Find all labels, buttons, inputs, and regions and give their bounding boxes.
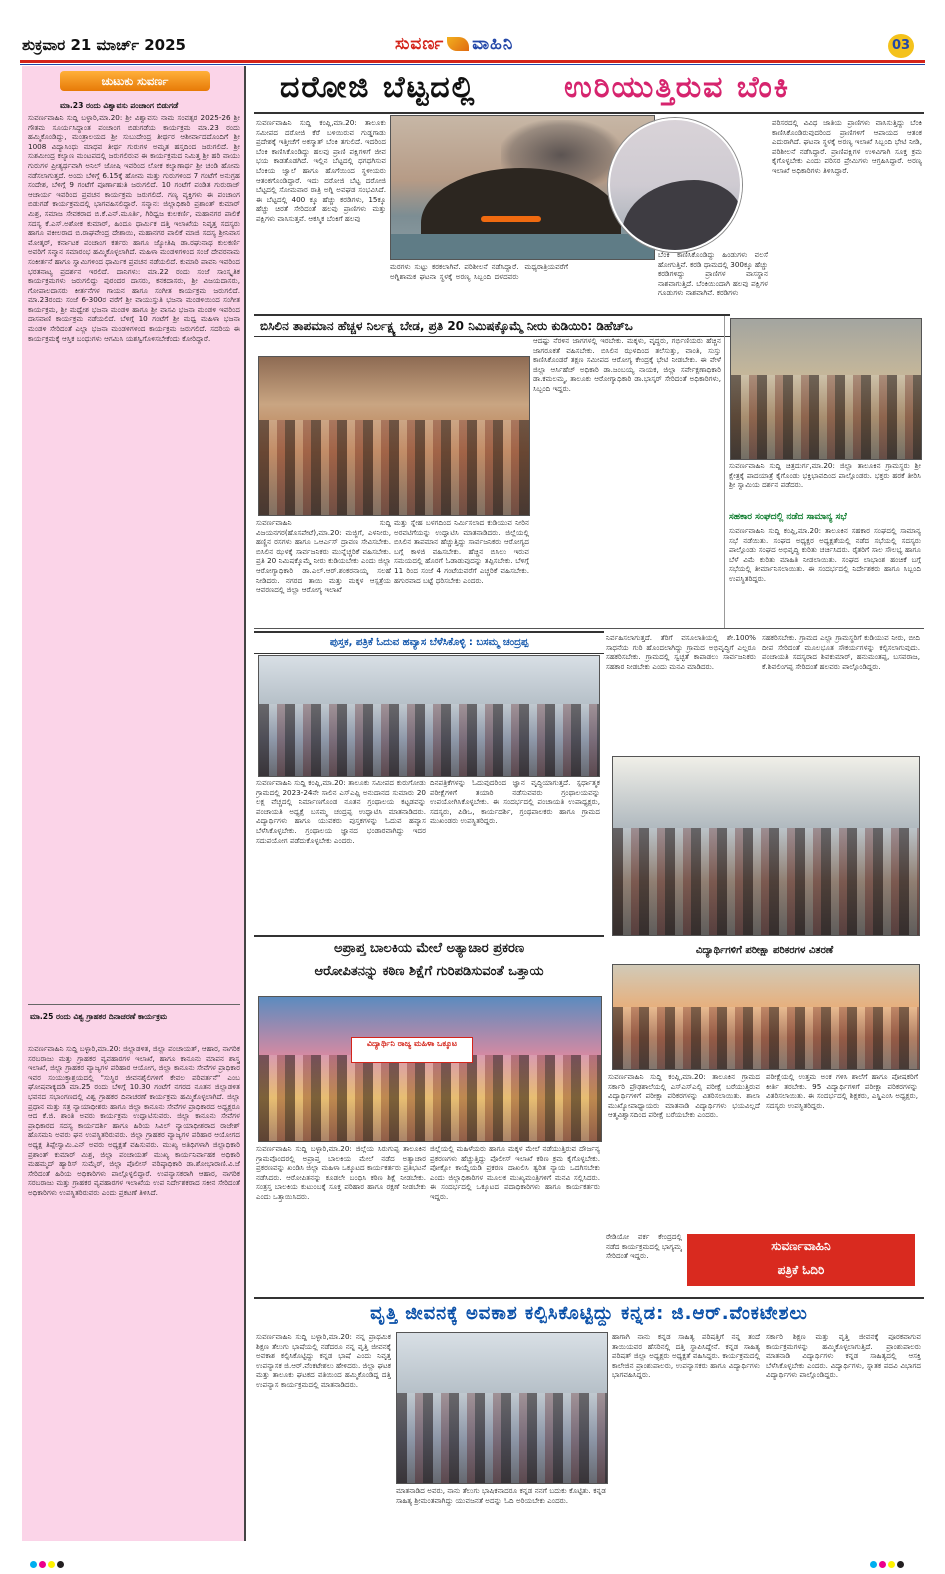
reading-col3: ನಿರ್ವಹಿಸಲಾಗುತ್ತದೆ. ತೆರಿಗೆ ವಸೂಲಾತಿಯಲ್ಲಿ ಶೇ.100% ಸಾಧನೆಯ ಗುರಿ ಹೊಂದಲಾಗಿದ್ದು ಗ್ರಾಮದ ಅಭಿವೃದ್ಧಿಗೆ ಎಲ್ಲರೂ ಸಹಕರಿಸಬೇಕು. ಗ್ರಾಮದಲ್ಲಿ ಸ್ವಚ್ಛತೆ ಕಾಪಾಡಲು ಸಾರ್ವಜನಿಕರು ಸಹಕಾರ ನೀಡಬೇಕು ಎಂದು ಮನವಿ ಮಾಡಿದರು. [606, 633, 756, 671]
forest-fire-headline-part1: ದರೋಜಿ ಬೆಟ್ಟದಲ್ಲಿ [280, 70, 477, 105]
brand-right: ವಾಹಿನಿ [472, 34, 514, 54]
brand-logo-icon [447, 37, 469, 51]
reading-headline: ಪುಸ್ತಕ, ಪತ್ರಿಕೆ ಓದುವ ಹವ್ಯಾಸ ಬೆಳೆಸಿಕೊಳ್ಳಿ : ಬಸಮ್ಮ ಚಂದ್ರಪ್ಪ [254, 631, 604, 654]
registration-dots-right [870, 1553, 906, 1561]
kannada-col1: ಸುವರ್ಣವಾಹಿನಿ ಸುದ್ದಿ ಬಳ್ಳಾರಿ,ಮಾ.20: ನನ್ನ ಪ್ರಾಥಮಿಕ ಶಿಕ್ಷಣ ತೆಲುಗು ಭಾಷೆಯಲ್ಲಿ ನಡೆದರೂ ನನ್ನ ವೃತ್ತಿ ಜೀವನಕ್ಕೆ ಅವಕಾಶ ಕಲ್ಪಿಸಿಕೊಟ್ಟಿದ್ದು ಕನ್ನಡ ಭಾಷೆ ಎಂದು ನಿವೃತ್ತ ಉಪನ್ಯಾಸಕ ಜಿ.ಆರ್.ವೆಂಕಟೇಶಲು ಹೇಳಿದರು. ಜಿಲ್ಲಾ ಘಟಕ ಮತ್ತು ತಾಲೂಕು ಘಟಕದ ವತಿಯಿಂದ ಹಮ್ಮಿಕೊಂಡಿದ್ದ ದತ್ತಿ ಉಪನ್ಯಾಸ ಕಾರ್ಯಕ್ರಮದಲ್ಲಿ ಮಾತನಾಡಿದರು. [256, 1332, 391, 1389]
pilgrimage-photo [730, 318, 922, 460]
header-rule [20, 60, 925, 63]
cooperative-body: ಸುವರ್ಣವಾಹಿನಿ ಸುದ್ದಿ ಕಂಪ್ಲಿ,ಮಾ.20: ತಾಲೂಕಿನ ಸಹಕಾರ ಸಂಘದಲ್ಲಿ ಸಾಮಾನ್ಯ ಸಭೆ ನಡೆಯಿತು. ಸಂಘದ ಅಧ್ಯಕ್ಷರ ಅಧ್ಯಕ್ಷತೆಯಲ್ಲಿ ನಡೆದ ಸಭೆಯಲ್ಲಿ ಸದಸ್ಯರು ಪಾಲ್ಗೊಂಡು ಸಂಘದ ಅಭಿವೃದ್ಧಿ ಕುರಿತು ಚರ್ಚಿಸಿದರು. ರೈತರಿಗೆ ಸಾಲ ಸೌಲಭ್ಯ ಹಾಗೂ ಬೆಳೆ ವಿಮೆ ಕುರಿತು ಮಾಹಿತಿ ನೀಡಲಾಯಿತು. ಸಂಘದ ಲಾಭಾಂಶ ಹಂಚಿಕೆ ಬಗ್ಗೆ ಸಭೆಯಲ್ಲಿ ತೀರ್ಮಾನಿಸಲಾಯಿತು. ಈ ಸಂದರ್ಭದಲ್ಲಿ ನಿರ್ದೇಶಕರು ಹಾಗೂ ಸಿಬ್ಬಂದಿ ಉಪಸ್ಥಿತರಿದ್ದರು. [729, 526, 921, 583]
exam-col2: ಪರೀಕ್ಷೆಯಲ್ಲಿ ಉತ್ತಮ ಅಂಕ ಗಳಿಸಿ ಶಾಲೆಗೆ ಹಾಗೂ ಪೋಷಕರಿಗೆ ಕೀರ್ತಿ ತರಬೇಕು. 95 ವಿದ್ಯಾರ್ಥಿಗಳಿಗೆ ಪರೀಕ್ಷಾ ಪರಿಕರಗಳನ್ನು ವಿತರಿಸಲಾಯಿತು. ಈ ಸಂದರ್ಭದಲ್ಲಿ ಶಿಕ್ಷಕರು, ಎಸ್ಡಿಎಂಸಿ ಅಧ್ಯಕ್ಷರು, ಸದಸ್ಯರು ಉಪಸ್ಥಿತರಿದ್ದರು. [766, 1072, 918, 1110]
brief-story2-body: ಸುವರ್ಣವಾಹಿನಿ ಸುದ್ದಿ ಬಳ್ಳಾರಿ,ಮಾ.20: ಜಿಲ್ಲಾಡಳಿತ, ಜಿಲ್ಲಾ ಪಂಚಾಯತ್, ಆಹಾರ, ನಾಗರಿಕ ಸರಬರಾಜು ಮತ್ತು ಗ್ರಾಹಕರ ವ್ಯವಹಾರಗಳ ಇಲಾಖೆ, ಹಾಗೂ ಕಾನೂನು ಮಾಪನ ಶಾಸ್ತ್ರ ಇಲಾಖೆ, ಜಿಲ್ಲಾ ಗ್ರಾಹಕರ ವ್ಯಾಜ್ಯಗಳ ಪರಿಹಾರ ಆಯೋಗ, ಜಿಲ್ಲಾ ಕಾನೂನು ಸೇವೆಗಳ ಪ್ರಾಧಿಕಾರ ಇವರ ಸಂಯುಕ್ತಾಶ್ರಯದಲ್ಲಿ "ಸುಸ್ಥಿರ ಜೀವನಶೈಲಿಗಳಿಗೆ ಕೇವಲ ಪರಿವರ್ತನೆ" ಎಂಬ ಘೋಷವಾಕ್ಯದಡಿ ಮಾ.25 ರಂದು ಬೆಳಿಗ್ಗೆ 10.30 ಗಂಟೆಗೆ ನಗರದ ನೂತನ ಜಿಲ್ಲಾಡಳಿತ ಭವನದ ಸಭಾಂಗಣದಲ್ಲಿ ವಿಶ್ವ ಗ್ರಾಹಕರ ದಿನಾಚರಣೆ ಕಾರ್ಯಕ್ರಮ ಹಮ್ಮಿಕೊಳ್ಳಲಾಗಿದೆ. ಜಿಲ್ಲಾ ಪ್ರಧಾನ ಮತ್ತು ಸತ್ರ ನ್ಯಾಯಾಧೀಶರು ಹಾಗೂ ಜಿಲ್ಲಾ ಕಾನೂನು ಸೇವೆಗಳ ಪ್ರಾಧಿಕಾರದ ಅಧ್ಯಕ್ಷರೂ ಆದ ಕೆ.ಜಿ. ಶಾಂತಿ ಅವರು ಕಾರ್ಯಕ್ರಮ ಉದ್ಘಾಟಿಸುವರು. ಜಿಲ್ಲಾ ಕಾನೂನು ಸೇವೆಗಳ ಪ್ರಾಧಿಕಾರದ ಸದಸ್ಯ ಕಾರ್ಯದರ್ಶಿ ಹಾಗೂ ಹಿರಿಯ ಸಿವಿಲ್ ನ್ಯಾಯಾಧೀಶರಾದ ರಾಜೇಶ್ ಹೊಸಮನಿ ಅವರು ಘನ ಉಪಸ್ಥಿತರಿರುವರು. ಜಿಲ್ಲಾ ಗ್ರಾಹಕರ ವ್ಯಾಜ್ಯಗಳ ಪರಿಹಾರ ಆಯೋಗದ ಅಧ್ಯಕ್ಷ ತಿಪ್ಪೇಸ್ವಾಮಿ.ಎನ್ ಅವರು ಅಧ್ಯಕ್ಷತೆ ವಹಿಸುವರು. ಮುಖ್ಯ ಅತಿಥಿಗಳಾಗಿ ಜಿಲ್ಲಾಧಿಕಾರಿ ಪ್ರಶಾಂತ್ ಕುಮಾರ್ ಮಿಶ್ರ, ಜಿಲ್ಲಾ ಪಂಚಾಯತ್ ಮುಖ್ಯ ಕಾರ್ಯನಿರ್ವಾಹಕ ಅಧಿಕಾರಿ ಮಹಮ್ಮದ್ ಹ್ಯಾರಿಸ್ ಸುಮೈರ್, ಜಿಲ್ಲಾ ಪೊಲೀಸ್ ವರಿಷ್ಠಾಧಿಕಾರಿ ಡಾ.ಶೋಭಾರಾಣಿ.ವಿ.ಜೆ ಸೇರಿದಂತೆ ಹಿರಿಯ ಅಧಿಕಾರಿಗಳು ಪಾಲ್ಗೊಳ್ಳಲಿದ್ದಾರೆ. ಉಪನ್ಯಾಸಕರಾಗಿ ಆಹಾರ, ನಾಗರಿಕ ಸರಬರಾಜು ಮತ್ತು ಗ್ರಾಹಕರ ವ್ಯವಹಾರಗಳ ಇಲಾಖೆಯ ಉಪ ನಿರ್ದೇಶಕರಾದ ಸಕೀನ ಸೇರಿದಂತೆ ಅಧಿಕಾರಿಗಳು ಉಪಸ್ಥಿತರಿರುವರು ಎಂದು ಪ್ರಕಟಣೆ ತಿಳಿಸಿದೆ. [28, 1044, 240, 1197]
brief-story2-title: ಮಾ.25 ರಂದು ವಿಶ್ವ ಗ್ರಾಹಕರ ದಿನಾಚರಣೆ ಕಾರ್ಯಕ್ರಮ [30, 1012, 168, 1021]
water-pots-photo [258, 356, 530, 516]
kannada-col4: ಸರ್ಕಾರಿ ಶಿಕ್ಷಣ ಮತ್ತು ವೃತ್ತಿ ಜೀವನಕ್ಕೆ ಪೂರಕವಾಗುವ ಕಾರ್ಯಕ್ರಮಗಳನ್ನು ಹಮ್ಮಿಕೊಳ್ಳಲಾಗುತ್ತಿದೆ. ಪ್ರಾಂಶುಪಾಲರು ಮಾತನಾಡಿ ವಿದ್ಯಾರ್ಥಿಗಳು ಕನ್ನಡ ಸಾಹಿತ್ಯದಲ್ಲಿ ಆಸಕ್ತಿ ಬೆಳೆಸಿಕೊಳ್ಳಬೇಕು ಎಂದರು. ವಿದ್ಯಾರ್ಥಿಗಳು, ಸ್ನಾತಕ ಪದವಿ ವಿಭಾಗದ ವಿದ್ಯಾರ್ಥಿಗಳು ಪಾಲ್ಗೊಂಡಿದ್ದರು. [766, 1332, 921, 1380]
brief-story1-body: ಸುವರ್ಣವಾಹಿನಿ ಸುದ್ದಿ ಬಳ್ಳಾರಿ,ಮಾ.20: ಶ್ರೀ ವಿಶ್ವಾವಸು ನಾಮ ಸಂವತ್ಸರ 2025-26 ಶ್ರೀ ಗೌತಮ ಸೂರ್ಯಸಿದ್ಧಾಂತ ಪಂಚಾಂಗ ಬಿಡುಗಡೆಯ ಕಾರ್ಯಕ್ರಮ ಮಾ.23 ರಂದು ಹಮ್ಮಿಕೊಂಡಿದ್ದು, ಮಂತ್ರಾಲಯದ ಶ್ರೀ ಸುಬುದೇಂದ್ರ ತೀರ್ಥರ ಆಶೀರ್ವಾದದೊಂದಿಗೆ ಶ್ರೀ 1008 ವಿದ್ಯಾಸಿಂಧು ಮಾಧವ ತೀರ್ಥ ಗುರುಗಳ ಅಮೃತ ಹಸ್ತದಿಂದ ಜರುಗಲಿದೆ. ಶ್ರೀ ಸುಶಮೀಂದ್ರ ಕಲ್ಯಾಣ ಮಂಟಪದಲ್ಲಿ ಜರುಗಲಿರುವ ಈ ಕಾರ್ಯಕ್ರಮದ ನಿಮಿತ್ತ ಶ್ರೀ ಹರಿ ವಾಯು ಗುರುಗಳ ಪ್ರೀತ್ಯರ್ಥವಾಗಿ ಅನಿಲ್ ಜೋಷಿ ಇವರಿಂದ ಲೋಕ ಕಲ್ಯಾಣಾರ್ಥ ಶ್ರೀ ಚಂಡಿ ಹೋಮ ನಡೆಸಲಾಗುತ್ತದೆ. ಅಂದು ಬೆಳಿಗ್ಗೆ 6.15ಕ್ಕೆ ಹೋಮ ಮತ್ತು ಗುರುಗಳಿಂದ 7 ಗಂಟೆಗೆ ಅನುಗ್ರಹ ಸಂದೇಶ, ಬೆಳಿಗ್ಗೆ 9 ಗಂಟೆಗೆ ಪೂರ್ಣಾಹುತಿ ಜರುಗಲಿದೆ. 10 ಗಂಟೆಗೆ ಪಂಡಿತ ಗುರುರಾಜ್ ಆಚಾರ್ಯ ಇವರಿಂದ ಪ್ರವಚನ ಕಾರ್ಯಕ್ರಮ ಜರುಗಲಿದೆ. ಗಣ್ಯ ವ್ಯಕ್ತಿಗಳು ಈ ಪಂಚಾಂಗ ಬಿಡುಗಡೆ ಕಾರ್ಯಕ್ರಮದಲ್ಲಿ ಭಾಗವಹಿಸಲಿದ್ದಾರೆ. ಸನ್ಮಾನ: ಜಿಲ್ಲಾಧಿಕಾರಿ ಪ್ರಶಾಂತ್ ಕುಮಾರ್ ಮಿಶ್ರ, ಸಮಾಜ ಸೇವಕರಾದ ಬಿ.ಕೆ.ಎನ್.ಮೂರ್ತಿ, ಗಿರಿಧ್ವಜ ಕುಲಕರ್ಣಿ, ಮಹಾನಗರ ಪಾಲಿಕೆ ಸದಸ್ಯ ಕೆ.ಎಸ್.ಅಶೋಕ ಕುಮಾರ್, ಹಿಂದೂ ಧಾರ್ಮಿಕ ದತ್ತಿ ಇಲಾಖೆಯ ನಿವೃತ್ತ ಸದಸ್ಯರು ಹಾಗೂ ವಕೀಲರಾದ ಬಿ.ರಾಘವೇಂದ್ರ ದೇಶಾಯಿ, ಮಹಾನಗರ ಪಾಲಿಕೆ ಮಾಜಿ ಸದಸ್ಯ ಶ್ರೀನಿವಾಸ ಮೋತ್ಕರ್, ಕರ್ನಾಟಕ ಪಂಚಾಂಗ ಕರ್ತರು ಹಾಗೂ ಜ್ಯೋತಿಷಿ ಡಾ.ರಘುನಾಥ ಕುಲಕರ್ಣಿ ಅವರಿಗೆ ಸನ್ಮಾನ ಸಮಾರಂಭ ಹಮ್ಮಿಕೊಳ್ಳಲಾಗಿದೆ. ಮಹಿಳಾ ಮಂಡಳಿಗಳಿಂದ ಸಂಜೆ ದೇವರನಾಮ ಸಂಕೀರ್ತನೆ ಹಾಗೂ ಸ್ವಾಮಿಗಳಿಂದ ಧಾರ್ಮಿಕ ಪ್ರವಚನ ನಡೆಯಲಿದೆ. ಕುಮಾರಿ ಪಾವನಿ ಇವರಿಂದ ಭರತನಾಟ್ಯ ಪ್ರದರ್ಶನ ಇರಲಿದೆ. ದಾನಿಗಳು: ಮಾ.22 ರಂದು ಸಂಜೆ ಸಾಂಸ್ಕೃತಿಕ ಕಾರ್ಯಕ್ರಮಗಳು ಜರುಗಲಿದ್ದು ಪುರಂದರ ದಾಸರು, ಕನಕದಾಸರು, ಶ್ರೀ ವಿಜಯದಾಸರು, ಗೋಪಾಲದಾಸರು ಕೀರ್ತನೆಗಳ ಗಾಯನ ಹಾಗೂ ಸಂಗೀತ ಕಾರ್ಯಕ್ರಮ ಜರುಗಲಿದೆ. ಮಾ.23ರಂದು ಸಂಜೆ 6-300ರ ವರೆಗೆ ಶ್ರೀ ವಾಯುಸ್ತುತಿ ಭಜನಾ ಮಂಡಳಿಯಿಂದ ಸಂಗೀತ ಕಾರ್ಯಕ್ರಮ, ಶ್ರೀ ಮಧ್ವೇಶ ಭಜನಾ ಮಂಡಳಿ ಹಾಗೂ ಶ್ರೀ ವಾಸವಿ ಭಜನಾ ಮಂಡಳಿ ಇವರಿಂದ ದಾಸವಾಣಿ ಕಾರ್ಯಕ್ರಮ ನಡೆಯಲಿದೆ. ಬೆಳಿಗ್ಗೆ 10 ಗಂಟೆಗೆ ಶ್ರೀ ಮಧ್ವ ಮಹಿಳಾ ಭಜನಾ ಮಂಡಳಿ ಸೇರಿದಂತೆ ಎಲ್ಲಾ ಭಜನಾ ಮಂಡಳಿಗಳಿಂದ ಕಾರ್ಯಕ್ರಮ ಜರುಗಲಿದೆ. ಸದರಿಯ ಈ ಕಾರ್ಯಕ್ರಮಕ್ಕೆ ಆಸ್ತಿಕ ಬಂಧುಗಳು ಆಗಮಿಸಿ ಯಶಸ್ವಿಗೊಳಿಸಬೇಕೆಂದು ಕೋರಿದ್ದಾರೆ. [28, 113, 240, 343]
lamp-lighting-photo [396, 1332, 608, 1484]
pilgrimage-caption: ಸುವರ್ಣವಾಹಿನಿ ಸುದ್ದಿ ಚಿತ್ರದುರ್ಗ,ಮಾ.20: ಜಿಲ್ಲಾ ತಾಲೂಕಿನ ಗ್ರಾಮಸ್ಥರು ಶ್ರೀ ಕ್ಷೇತ್ರಕ್ಕೆ ಪಾದಯಾತ್ರೆ ಕೈಗೊಂಡು ಭಕ್ತಿಭಾವದಿಂದ ಪಾಲ್ಗೊಂಡರು. ಭಕ್ತರು ಹರಕೆ ತೀರಿಸಿ ಶ್ರೀ ಸ್ವಾಮಿಯ ದರ್ಶನ ಪಡೆದರು. [729, 461, 921, 490]
library-inauguration-photo [258, 655, 600, 777]
forest-fire-col4: ಪರಿಸರದಲ್ಲಿ ವಿವಿಧ ಜಾತಿಯ ಪ್ರಾಣಿಗಳು ವಾಸಿಸುತ್ತಿದ್ದು ಬೆಂಕಿ ಕಾಣಿಸಿಕೊಂಡಿರುವುದರಿಂದ ಪ್ರಾಣಿಗಳಿಗೆ ಆಪಾಯದ ಆತಂಕ ಎದುರಾಗಿದೆ. ಘಟನಾ ಸ್ಥಳಕ್ಕೆ ಅರಣ್ಯ ಇಲಾಖೆ ಸಿಬ್ಬಂದಿ ಭೇಟಿ ನೀಡಿ, ಪರಿಶೀಲನೆ ನಡೆಸಿದ್ದಾರೆ. ಪ್ರಾಣಿಪಕ್ಷಿಗಳ ಉಳಿವಿಗಾಗಿ ಸೂಕ್ತ ಕ್ರಮ ಕೈಗೊಳ್ಳಬೇಕು ಎಂದು ಪರಿಸರ ಪ್ರೇಮಿಗಳು ಆಗ್ರಹಿಸಿದ್ದಾರೆ. ಅರಣ್ಯ ಇಲಾಖೆ ಅಧಿಕಾರಿಗಳು ತಿಳಿಸಿದ್ದಾರೆ. [772, 118, 922, 175]
read-paper-promo [687, 1234, 915, 1286]
heat-col3: ಆದಷ್ಟು ನೆರಳಿನ ಜಾಗಗಳಲ್ಲಿ ಇರಬೇಕು. ಮಕ್ಕಳು, ವೃದ್ಧರು, ಗರ್ಭಿಣಿಯರು ಹೆಚ್ಚಿನ ಜಾಗರೂಕತೆ ವಹಿಸಬೇಕು. ಬಿಸಿಲಿನ ಝಳದಿಂದ ತಲೆಸುತ್ತು, ವಾಂತಿ, ಸುಸ್ತು ಕಾಣಿಸಿಕೊಂಡರೆ ತಕ್ಷಣ ಸಮೀಪದ ಆರೋಗ್ಯ ಕೇಂದ್ರಕ್ಕೆ ಭೇಟಿ ನೀಡಬೇಕು. ಈ ವೇಳೆ ಜಿಲ್ಲಾ ಆರ್ಸಿಹೆಚ್ ಅಧಿಕಾರಿ ಡಾ.ಜಂಬಯ್ಯ ನಾಯಕ, ಜಿಲ್ಲಾ ಸರ್ವೇಕ್ಷಣಾಧಿಕಾರಿ ಡಾ.ಕಮಲಮ್ಮ, ತಾಲೂಕು ಆರೋಗ್ಯಾಧಿಕಾರಿ ಡಾ.ಭಾಸ್ಕರ್ ಸೇರಿದಂತೆ ಅಧಿಕಾರಿಗಳು, ಸಿಬ್ಬಂದಿ ಇದ್ದರು. [533, 336, 721, 393]
header-rule-thin [20, 64, 925, 65]
exam-col1: ಸುವರ್ಣವಾಹಿನಿ ಸುದ್ದಿ ಕಂಪ್ಲಿ,ಮಾ.20: ತಾಲೂಕಿನ ಗ್ರಾಮದ ಸರ್ಕಾರಿ ಪ್ರೌಢಶಾಲೆಯಲ್ಲಿ ಎಸ್ಎಸ್ಎಲ್ಸಿ ಪರೀಕ್ಷೆ ಬರೆಯುತ್ತಿರುವ ವಿದ್ಯಾರ್ಥಿಗಳಿಗೆ ಪರೀಕ್ಷಾ ಪರಿಕರಗಳನ್ನು ವಿತರಿಸಲಾಯಿತು. ಶಾಲಾ ಮುಖ್ಯೋಪಾಧ್ಯಾಯರು ಮಾತನಾಡಿ ವಿದ್ಯಾರ್ಥಿಗಳು ಭಯವಿಲ್ಲದೆ ಆತ್ಮವಿಶ್ವಾಸದಿಂದ ಪರೀಕ್ಷೆ ಬರೆಯಬೇಕು ಎಂದರು. [608, 1072, 760, 1120]
protest-photo [258, 996, 602, 1142]
forest-fire-headline [254, 66, 924, 114]
heat-headline: ಬಿಸಿಲಿನ ತಾಪಮಾನ ಹೆಚ್ಚಳ ನಿರ್ಲಕ್ಷ್ಯ ಬೇಡ, ಪ್ರತಿ 20 ನಿಮಿಷಕ್ಕೊಮ್ಮೆ ನೀರು ಕುಡಿಯಿರಿ: ಡಿಹೆಚ್ಒ [254, 314, 730, 337]
reading-col1: ಸುವರ್ಣವಾಹಿನಿ ಸುದ್ದಿ ಕಂಪ್ಲಿ,ಮಾ.20: ತಾಲೂಕು ಸಮೀಪದ ಕುರುಗೋಡು ಗ್ರಾಮದಲ್ಲಿ 2023-24ನೇ ಸಾಲಿನ ಎಸ್ಎಫ್ಸಿ ಅನುದಾನದ ಸುಮಾರು 20 ಲಕ್ಷ ವೆಚ್ಚದಲ್ಲಿ ನಿರ್ಮಾಣಗೊಂಡ ನೂತನ ಗ್ರಂಥಾಲಯ ಕಟ್ಟಡವನ್ನು ಪಂಚಾಯತಿ ಅಧ್ಯಕ್ಷೆ ಬಸಮ್ಮ ಚಂದ್ರಪ್ಪ ಉದ್ಘಾಟಿಸಿ ಮಾತನಾಡಿದರು. ವಿದ್ಯಾರ್ಥಿಗಳು ಹಾಗೂ ಯುವಕರು ಪುಸ್ತಕಗಳನ್ನು ಓದುವ ಹವ್ಯಾಸ ಬೆಳೆಸಿಕೊಳ್ಳಬೇಕು. ಗ್ರಂಥಾಲಯ ಜ್ಞಾನದ ಭಂಡಾರವಾಗಿದ್ದು ಇದರ ಸದುಪಯೋಗ ಪಡೆದುಕೊಳ್ಳಬೇಕು ಎಂದರು. [256, 778, 426, 845]
registration-dots-left [30, 1553, 66, 1561]
masthead [0, 0, 945, 60]
reading-col4: ಸಹಕರಿಸಬೇಕು. ಗ್ರಾಮದ ಎಲ್ಲಾ ಗ್ರಾಮಸ್ಥರಿಗೆ ಕುಡಿಯುವ ನೀರು, ಬೀದಿ ದೀಪ ಸೇರಿದಂತೆ ಮೂಲಭೂತ ಸೌಕರ್ಯಗಳನ್ನು ಕಲ್ಪಿಸಲಾಗುವುದು. ಪಂಚಾಯತಿ ಸದಸ್ಯರಾದ ಶಿವಕುಮಾರ್, ಹನುಮಂತಪ್ಪ, ಬಸವರಾಜ, ಕೆ.ಶಿವಲಿಂಗಪ್ಪ ಸೇರಿದಂತೆ ಹಲವರು ಪಾಲ್ಗೊಂಡಿದ್ದರು. [762, 633, 920, 671]
heat-col2: ಮತ್ತು ಸ್ನೇಹ ಬಳಗದಿಂದ ನಿರ್ಮಿಸಲಾದ ಕುಡಿಯುವ ನೀರಿನ ಅರವಟಿಗೆಯನ್ನು ಉದ್ಘಾಟಿಸಿ ಮಾತನಾಡಿದರು. ಜಿಲ್ಲೆಯಲ್ಲಿ ಬಿಸಿಲಿನ ತಾಪಮಾನ ಹೆಚ್ಚುತ್ತಿದ್ದು ಸಾರ್ವಜನಿಕರು ಆರೋಗ್ಯದ ಬಗ್ಗೆ ಕಾಳಜಿ ವಹಿಸಬೇಕು. ಹೆಚ್ಚಿನ ಬಿಸಿಲು ಇರುವ ಸಮಯದಲ್ಲಿ ಹೊರಗೆ ಓಡಾಡುವುದನ್ನು ತಪ್ಪಿಸಬೇಕು. ಬೆಳಿಗ್ಗೆ 11 ರಿಂದ ಸಂಜೆ 4 ಗಂಟೆಯವರೆಗೆ ಎಚ್ಚರಿಕೆ ವಹಿಸಬೇಕು. ಹಗುರವಾದ ಬಟ್ಟೆ ಧರಿಸಬೇಕು ಎಂದರು. [394, 518, 529, 585]
atrocity-col1: ಸುವರ್ಣವಾಹಿನಿ ಸುದ್ದಿ ಬಳ್ಳಾರಿ,ಮಾ.20: ಜಿಲ್ಲೆಯ ಸಿರುಗುಪ್ಪ ತಾಲೂಕಿನ ಗ್ರಾಮವೊಂದರಲ್ಲಿ ಅಪ್ರಾಪ್ತ ಬಾಲಕಿಯ ಮೇಲೆ ನಡೆದ ಅತ್ಯಾಚಾರ ಪ್ರಕರಣವನ್ನು ಖಂಡಿಸಿ ಜಿಲ್ಲಾ ಮಹಿಳಾ ಒಕ್ಕೂಟದ ಕಾರ್ಯಕರ್ತರು ಪ್ರತಿಭಟನೆ ನಡೆಸಿದರು. ಆರೋಪಿತನನ್ನು ಕೂಡಲೇ ಬಂಧಿಸಿ ಕಠಿಣ ಶಿಕ್ಷೆ ನೀಡಬೇಕು. ಸಂತ್ರಸ್ತ ಬಾಲಕಿಯ ಕುಟುಂಬಕ್ಕೆ ಸೂಕ್ತ ಪರಿಹಾರ ಹಾಗೂ ರಕ್ಷಣೆ ನೀಡಬೇಕು ಎಂದು ಒತ್ತಾಯಿಸಿದರು. [256, 1144, 426, 1201]
kannada-headline: ವೃತ್ತಿ ಜೀವನಕ್ಕೆ ಅವಕಾಶ ಕಲ್ಪಿಸಿಕೊಟ್ಟಿದ್ದು ಕನ್ನಡ: ಜಿ.ಆರ್.ವೆಂಕಟೇಶಲು [254, 1297, 924, 1329]
forest-fire-col2: ಮರಗಳು ಸುಟ್ಟು ಕರಕಲಾಗಿವೆ. ಪರಿಶೀಲನೆ ನಡೆಸಿದ್ದಾರೆ. ಅಗ್ನಿಶಾಮಕ ಘಟನಾ ಸ್ಥಳಕ್ಕೆ ಅರಣ್ಯ ಸಿಬ್ಬಂದಿ ದಳದವರು ಮಧ್ಯರಾತ್ರಿಯವರೆಗೆ [390, 262, 568, 281]
section-divider [254, 628, 924, 629]
atrocity-col3: ರೇಡಿಯೋ ವರ್ಕ ಕೇಂದ್ರದಲ್ಲಿ ನಡೆದ ಕಾರ್ಯಕ್ರಮದಲ್ಲಿ ಭಾಗ್ಯಮ್ಮ ಸೇರಿದಂತೆ ಇದ್ದರು. [606, 1232, 682, 1261]
forest-fire-col1: ಸುವರ್ಣವಾಹಿನಿ ಸುದ್ದಿ ಕಂಪ್ಲಿ,ಮಾ.20: ತಾಲೂಕು ಸಮೀಪದ ದರೋಜಿ ಕೆರೆ ಬಳಿಯಿರುವ ಗುಡ್ಡಗಾಡು ಪ್ರದೇಶಕ್ಕೆ ಇತ್ತೀಚೆಗೆ ಅಕಸ್ಮಾತ್ ಬೆಂಕಿ ತಗುಲಿದೆ. ಇದರಿಂದ ಬೆಂಕಿ ಕಾಣಿಸಿಕೊಂಡಿದ್ದು ಹಲವು ಪ್ರಾಣಿ ಪಕ್ಷಿಗಳಿಗೆ ಜೀವ ಭಯ ಕಾಡತೊಡಗಿದೆ. ಇಲ್ಲಿನ ಬೆಟ್ಟದಲ್ಲಿ ಧಗಧಗಿಸುವ ಬೆಂಕಿಯ ಜ್ವಾಲೆ ಹಾಗೂ ಹೊಗೆಯಿಂದ ಸ್ಥಳೀಯರು ಆತಂಕಗೊಂಡಿದ್ದಾರೆ. ಇದು ದರೋಜಿ ಬೆಟ್ಟ ದರೋಜಿ ಬೆಟ್ಟದಲ್ಲಿ ಸೋಮವಾರ ರಾತ್ರಿ ಅಗ್ನಿ ಅವಘಡ ಸಂಭವಿಸಿದೆ. ಈ ಬೆಟ್ಟದಲ್ಲಿ 400 ಕ್ಕೂ ಹೆಚ್ಚು ಕರಡಿಗಳು, 15ಕ್ಕೂ ಹೆಚ್ಚು ಚಿರತೆ ಸೇರಿದಂತೆ ಹಲವು ಪ್ರಾಣಿಗಳು ಮತ್ತು ಪಕ್ಷಿಗಳು ವಾಸಿಸುತ್ತವೆ. ಆಕಸ್ಮಿಕ ಬೆಂಕಿಗೆ ಹಲವು [256, 118, 386, 223]
reading-col2: ದಿನಪತ್ರಿಕೆಗಳನ್ನು ಓದುವುದರಿಂದ ಜ್ಞಾನ ವೃದ್ಧಿಯಾಗುತ್ತದೆ. ಸ್ಪರ್ಧಾತ್ಮಕ ಪರೀಕ್ಷೆಗಳಿಗೆ ತಯಾರಿ ನಡೆಸುವವರು ಗ್ರಂಥಾಲಯವನ್ನು ಉಪಯೋಗಿಸಿಕೊಳ್ಳಬೇಕು. ಈ ಸಂದರ್ಭದಲ್ಲಿ ಪಂಚಾಯತಿ ಉಪಾಧ್ಯಕ್ಷರು, ಸದಸ್ಯರು, ಪಿಡಿಒ, ಕಾರ್ಯದರ್ಶಿ, ಗ್ರಂಥಪಾಲಕರು ಹಾಗೂ ಗ್ರಾಮದ ಮುಖಂಡರು ಉಪಸ್ಥಿತರಿದ್ದರು. [430, 778, 600, 826]
brief-divider [28, 1004, 240, 1005]
brief-section-label: ಚುಟುಕು ಸುವರ್ಣ [60, 71, 210, 91]
atrocity-headline [254, 935, 604, 993]
page-number: 03 [888, 34, 914, 58]
cooperative-headline: ಸಹಕಾರ ಸಂಘದಲ್ಲಿ ನಡೆದ ಸಾಮಾನ್ಯ ಸಭೆ [729, 512, 847, 522]
kannada-col2: ಮಾತನಾಡಿದ ಅವರು, ನಾನು ತೆಲುಗು ಭಾಷಿಕನಾದರೂ ಕನ್ನಡ ನನಗೆ ಬದುಕು ಕೊಟ್ಟಿತು. ಕನ್ನಡ ಸಾಹಿತ್ಯ ಶ್ರೀಮಂತವಾಗಿದ್ದು ಯುವಜನತೆ ಅದನ್ನು ಓದಿ ಅರಿಯಬೇಕು ಎಂದರು. [396, 1486, 606, 1505]
promo-line2: ಪತ್ರಿಕೆ ಓದಿರಿ [777, 1263, 825, 1277]
atrocity-headline-line1: ಅಪ್ರಾಪ್ತ ಬಾಲಕಿಯ ಮೇಲೆ ಅತ್ಯಾಚಾರ ಪ್ರಕರಣ [333, 941, 525, 956]
promo-line1: ಸುವರ್ಣವಾಹಿನಿ [771, 1239, 831, 1253]
exam-headline: ವಿದ್ಯಾರ್ಥಿಗಳಿಗೆ ಪರೀಕ್ಷಾ ಪರಿಕರಗಳ ವಿತರಣೆ [695, 945, 834, 956]
heat-col1: ಸುವರ್ಣವಾಹಿನಿ ಸುದ್ದಿ ವಿಜಯನಗರ(ಹೊಸಪೇಟೆ),ಮಾ.20: ಮಜ್ಜಿಗೆ, ಎಳನೀರು, ಹಣ್ಣಿನ ರಸಗಳು ಹಾಗೂ ಒಆರ್ಎಸ್ ದ್ರಾವಣ ಸೇವಿಸಬೇಕು. ಬಿಸಿಲಿನ ಝಳಕ್ಕೆ ಸಾರ್ವಜನಿಕರು ಮುನ್ನೆಚ್ಚರಿಕೆ ವಹಿಸಬೇಕು. ಪ್ರತಿ 20 ನಿಮಿಷಕ್ಕೊಮ್ಮೆ ನೀರು ಕುಡಿಯಬೇಕು ಎಂದು ಜಿಲ್ಲಾ ಆರೋಗ್ಯಾಧಿಕಾರಿ ಡಾ.ಎಲ್.ಆರ್.ಶಂಕರನಾಯ್ಕ ಸಲಹೆ ನೀಡಿದರು. ನಗರದ ತಾಯಿ ಮತ್ತು ಮಕ್ಕಳ ಆಸ್ಪತ್ರೆಯ ಆವರಣದಲ್ಲಿ ಜಿಲ್ಲಾ ಆರೋಗ್ಯ ಇಲಾಖೆ [256, 518, 391, 595]
atrocity-headline-line2: ಆರೋಪಿತನನ್ನು ಕಠಿಣ ಶಿಕ್ಷೆಗೆ ಗುರಿಪಡಿಸುವಂತೆ ಒತ್ತಾಯ [314, 964, 544, 979]
hill-inset-photo [608, 118, 742, 252]
atrocity-col2: ಜಿಲ್ಲೆಯಲ್ಲಿ ಮಹಿಳೆಯರು ಹಾಗೂ ಮಕ್ಕಳ ಮೇಲೆ ನಡೆಯುತ್ತಿರುವ ದೌರ್ಜನ್ಯ ಪ್ರಕರಣಗಳು ಹೆಚ್ಚುತ್ತಿದ್ದು ಪೊಲೀಸ್ ಇಲಾಖೆ ಕಠಿಣ ಕ್ರಮ ಕೈಗೊಳ್ಳಬೇಕು. ಪೋಕ್ಸೋ ಕಾಯ್ದೆಯಡಿ ಪ್ರಕರಣ ದಾಖಲಿಸಿ ತ್ವರಿತ ನ್ಯಾಯ ಒದಗಿಸಬೇಕು ಎಂದು ಜಿಲ್ಲಾಧಿಕಾರಿಗಳ ಮೂಲಕ ಮುಖ್ಯಮಂತ್ರಿಗಳಿಗೆ ಮನವಿ ಸಲ್ಲಿಸಿದರು. ಈ ಸಂದರ್ಭದಲ್ಲಿ ಒಕ್ಕೂಟದ ಪದಾಧಿಕಾರಿಗಳು ಹಾಗೂ ಕಾರ್ಯಕರ್ತರು ಇದ್ದರು. [430, 1144, 600, 1201]
issue-date: ಶುಕ್ರವಾರ 21 ಮಾರ್ಚ್ 2025 [22, 36, 186, 54]
meeting-hall-photo [612, 756, 920, 936]
newspaper-brand [395, 34, 513, 54]
kannada-col3: ಹಾಗಾಗಿ ನಾನು ಕನ್ನಡ ಸಾಹಿತ್ಯ ಪರಿಷತ್ತಿಗೆ ನನ್ನ ತಂದೆ ತಾಯಿಯವರ ಹೆಸರಿನಲ್ಲಿ ದತ್ತಿ ಸ್ಥಾಪಿಸಿದ್ದೇನೆ. ಕನ್ನಡ ಸಾಹಿತ್ಯ ಪರಿಷತ್ ಜಿಲ್ಲಾ ಅಧ್ಯಕ್ಷರು ಅಧ್ಯಕ್ಷತೆ ವಹಿಸಿದ್ದರು. ಕಾರ್ಯಕ್ರಮದಲ್ಲಿ ಕಾಲೇಜಿನ ಪ್ರಾಂಶುಪಾಲರು, ಉಪನ್ಯಾಸಕರು ಹಾಗೂ ವಿದ್ಯಾರ್ಥಿಗಳು ಭಾಗವಹಿಸಿದ್ದರು. [612, 1332, 760, 1380]
forest-fire-headline-part2: ಉರಿಯುತ್ತಿರುವ ಬೆಂಕಿ [564, 70, 790, 105]
column-divider [724, 316, 725, 628]
forest-fire-col3: ಬೆಂಕಿ ಕಾಣಿಸಿಕೊಂಡಿದ್ದು ಹಿಂಡುಗಳು ವಲಸೆ ಹೋಗುತ್ತಿವೆ. ಕರಡಿ ಧಾಮದಲ್ಲಿ 300ಕ್ಕೂ ಹೆಚ್ಚು ಕರಡಿಗಳಿದ್ದು ಪ್ರಾಣಿಗಳ ವಾಸಸ್ಥಾನ ನಾಶವಾಗುತ್ತಿದೆ. ಬೆಂಕಿಯಿಂದಾಗಿ ಹಲವು ಪಕ್ಷಿಗಳ ಗೂಡುಗಳು ನಾಶವಾಗಿವೆ. ಕರಡಿಗಳು [658, 250, 768, 298]
brand-left: ಸುವರ್ಣ [395, 34, 445, 54]
brief-story1-title: ಮಾ.23 ರಂದು ವಿಶ್ವಾವಸು ಪಂಚಾಂಗ ಬಿಡುಗಡೆ [60, 101, 179, 110]
students-photo [612, 964, 920, 1070]
protest-banner: ವಿದ್ಯಾರ್ಥಿನಿ ರಾಜ್ಯ ಮಹಿಳಾ ಒಕ್ಕೂಟ [351, 1037, 473, 1063]
